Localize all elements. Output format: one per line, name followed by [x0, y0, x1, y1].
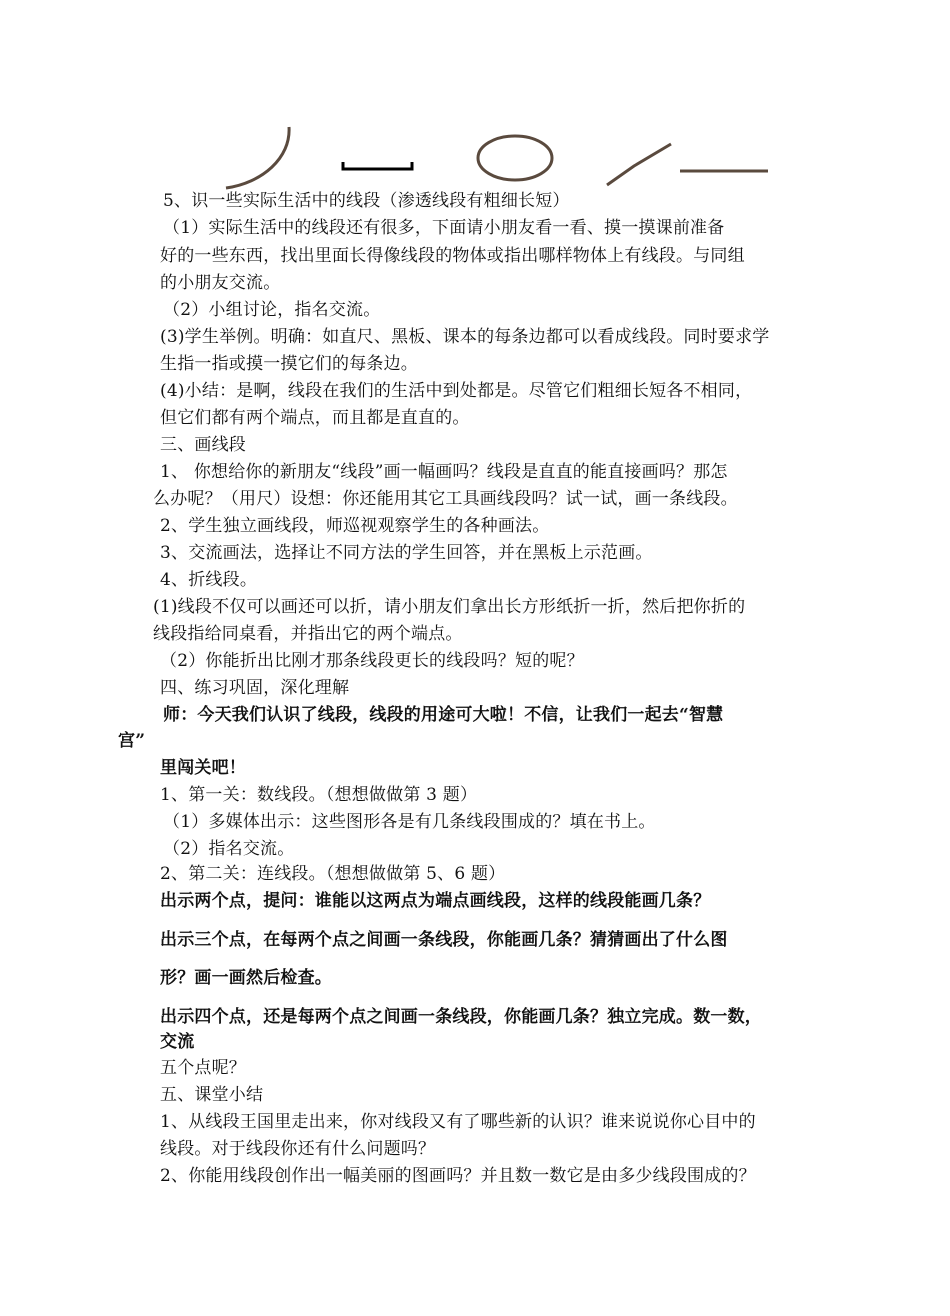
text-line: 5、识一些实际生活中的线段（渗透线段有粗细长短）: [163, 191, 570, 211]
text-line: 1、 你想给你的新朋友“线段”画一幅画吗？线段是直直的能直接画吗？那怎: [160, 462, 728, 482]
text-line: 2、第二关：连线段。（想想做做第 5、6 题）: [160, 864, 506, 884]
text-line: 但它们都有两个端点，而且都是直直的。: [160, 408, 470, 428]
section-heading: 三、画线段: [160, 435, 246, 455]
text-line: 2、你能用线段创作出一幅美丽的图画吗？并且数一数它是由多少线段围成的？: [160, 1166, 756, 1186]
text-line: （1）实际生活中的线段还有很多，下面请小朋友看一看、摸一摸课前准备: [163, 218, 725, 238]
text-line: 生指一指或摸一摸它们的每条边。: [160, 354, 418, 374]
text-line: 好的一些东西，找出里面长得像线段的物体或指出哪样物体上有线段。与同组: [160, 246, 745, 266]
text-line: 五个点呢？: [160, 1058, 246, 1078]
text-line: 宫”: [118, 731, 146, 751]
text-line: （2）小组讨论，指名交流。: [163, 300, 381, 320]
text-line: 1、第一关：数线段。（想想做做第 3 题）: [160, 785, 478, 805]
text-line: (3)学生举例。明确：如直尺、黑板、课本的每条边都可以看成线段。同时要求学: [160, 327, 770, 347]
text-line: 出示四个点，还是每两个点之间画一条线段，你能画几条？独立完成。数一数，: [160, 1007, 762, 1027]
text-line: 2、学生独立画线段，师巡视观察学生的各种画法。: [160, 516, 550, 536]
curved-line-shape: [226, 127, 289, 188]
text-line: 线段。对于线段你还有什么问题吗？: [160, 1139, 436, 1159]
text-line: (4)小结：是啊，线段在我们的生活中到处都是。尽管它们粗细长短各不相同，: [160, 381, 753, 401]
text-line: 1、从线段王国里走出来，你对线段又有了哪些新的认识？谁来说说你心目中的: [160, 1112, 756, 1132]
bent-line-shape: [607, 144, 671, 185]
text-line: 形？画一画然后检查。: [160, 968, 332, 988]
text-line: 线段指给同桌看，并指出它的两个端点。: [153, 624, 463, 644]
text-line: 的小朋友交流。: [160, 273, 281, 293]
text-line: (1)线段不仅可以画还可以折，请小朋友们拿出长方形纸折一折，然后把你折的: [153, 597, 746, 617]
text-line: 么办呢？（用尺）设想：你还能用其它工具画线段吗？试一试，画一条线段。: [153, 489, 738, 509]
section-heading: 五、课堂小结: [160, 1085, 264, 1105]
bracket-line-shape: [343, 162, 412, 169]
figure-shapes: [0, 0, 950, 200]
text-line: 里闯关吧！: [160, 758, 246, 778]
text-line: 3、交流画法，选择让不同方法的学生回答，并在黑板上示范画。: [160, 543, 653, 563]
text-line: 交流: [160, 1032, 195, 1052]
text-line: 师：今天我们认识了线段，线段的用途可大啦！不信，让我们一起去“智慧: [163, 705, 724, 725]
text-line: （1）多媒体出示：这些图形各是有几条线段围成的？填在书上。: [163, 812, 656, 832]
ellipse-shape: [478, 136, 552, 180]
text-line: 出示两个点，提问：谁能以这两点为端点画线段，这样的线段能画几条？: [160, 891, 711, 911]
text-line: （2）指名交流。: [163, 839, 295, 859]
text-line: 出示三个点，在每两个点之间画一条线段，你能画几条？猜猜画出了什么图: [160, 930, 728, 950]
section-heading: 四、练习巩固，深化理解: [160, 678, 350, 698]
text-line: （2）你能折出比刚才那条线段更长的线段吗？短的呢？: [160, 651, 584, 671]
text-line: 4、折线段。: [160, 570, 258, 590]
